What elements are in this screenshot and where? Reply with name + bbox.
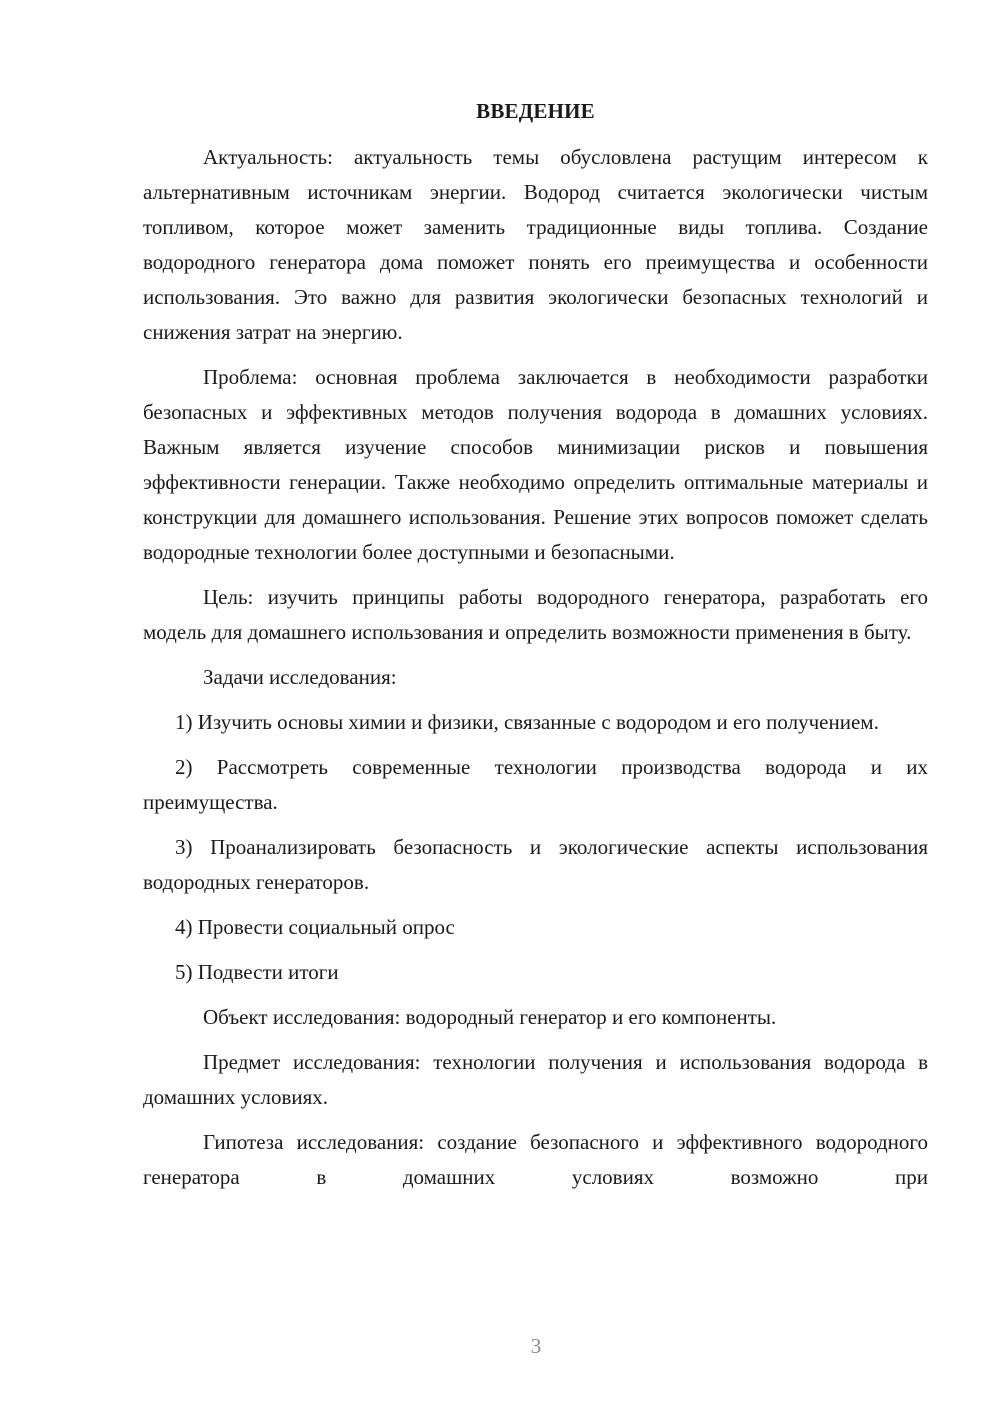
page-content [143,95,928,1205]
task-item-5: 5) Подвести итоги [175,960,339,984]
paragraph-hypothesis: Гипотеза исследования: создание безопасного и эффективного водородного генератора в домашних условиях возможно при [143,1130,928,1189]
paragraph-goal: Цель: изучить принципы работы водородного генератора, разработать его модель для домашнего использования и определить возможности применения в быту. [143,585,928,644]
task-item-4: 4) Провести социальный опрос [175,915,455,939]
section-title: ВВЕДЕНИЕ [476,99,595,123]
task-item-3: 3) Проанализировать безопасность и экологические аспекты использования водородных генераторов. [143,835,928,894]
paragraph-tasks-heading: Задачи исследования: [203,665,397,689]
paragraph-problem: Проблема: основная проблема заключается в необходимости разработки безопасных и эффективных методов получения водорода в домашних условиях. Важным является изучение способов минимизации рисков и повышения эффективности генерации. Также необходимо определить оптимальные материалы и конструкции для домашнего использования. Решение этих вопросов поможет сделать водородные технологии более доступными и безопасными. [143,365,928,564]
paragraph-relevance: Актуальность: актуальность темы обусловлена растущим интересом к альтернативным источникам энергии. Водород считается экологически чистым топливом, которое может заменить традиционные виды топлива. Создание водородного генератора дома поможет понять его преимущества и особенности использования. Это важно для развития экологически безопасных технологий и снижения затрат на энергию. [143,145,928,344]
page-number: 3 [530,1334,542,1358]
paragraph-object: Объект исследования: водородный генератор и его компоненты. [203,1005,777,1029]
task-item-2: 2) Рассмотреть современные технологии производства водорода и их преимущества. [143,755,928,814]
task-item-1: 1) Изучить основы химии и физики, связанные с водородом и его получением. [175,710,879,734]
paragraph-subject: Предмет исследования: технологии получения и использования водорода в домашних условиях. [143,1050,928,1109]
